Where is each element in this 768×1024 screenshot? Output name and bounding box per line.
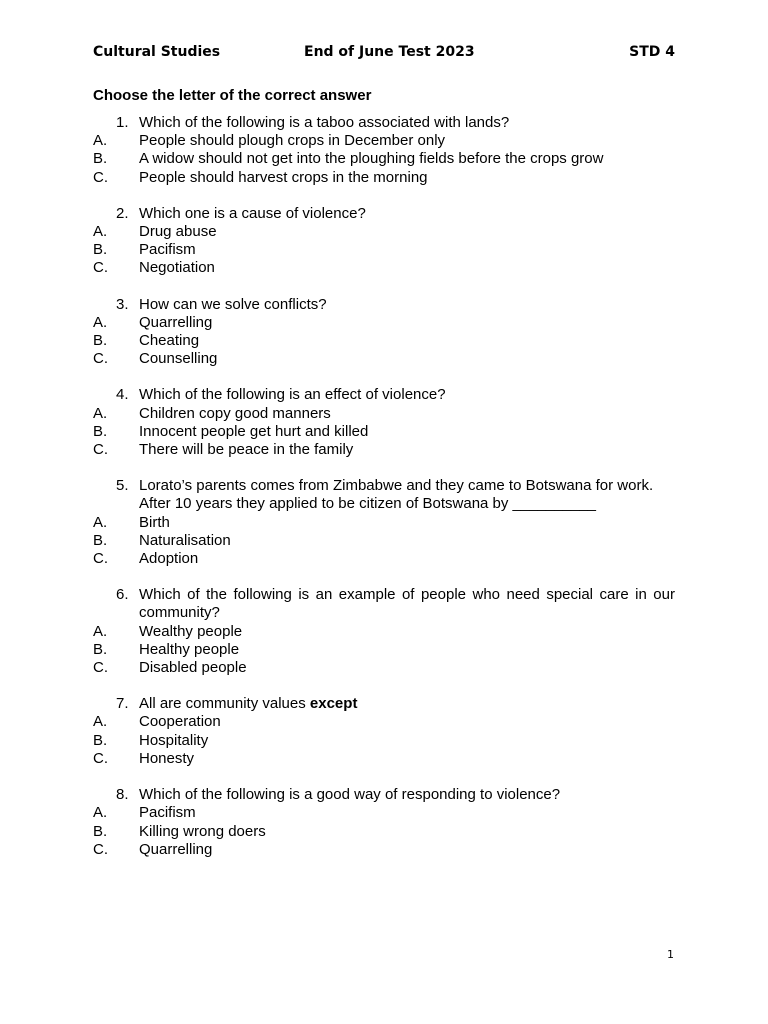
grade-label: STD 4 — [629, 44, 675, 60]
option-text: Counselling — [139, 350, 218, 368]
question-stem — [93, 695, 675, 713]
option-letter: A. — [93, 132, 108, 150]
question-text: Which of the following is a taboo associated with lands? — [139, 114, 510, 131]
answer-option — [93, 332, 675, 350]
question-number: 5. — [116, 477, 129, 495]
answer-option — [93, 659, 675, 677]
option-letter: C. — [93, 749, 108, 767]
question-3 — [93, 296, 675, 369]
page-number: 1 — [667, 948, 674, 961]
option-text: A widow should not get into the ploughing fields before the crops grow — [139, 150, 604, 168]
answer-option — [93, 150, 675, 168]
question-number: 4. — [116, 386, 129, 404]
question-2 — [93, 205, 675, 278]
answer-option — [93, 132, 675, 150]
answer-option — [93, 259, 675, 277]
answer-option — [93, 804, 675, 822]
option-text: Negotiation — [139, 259, 215, 277]
option-letter: B. — [93, 332, 108, 350]
answer-option — [93, 169, 675, 187]
option-text: There will be peace in the family — [139, 441, 354, 459]
option-letter: B. — [93, 531, 108, 549]
question-8 — [93, 786, 675, 859]
option-letter: A. — [93, 804, 108, 822]
page-header — [93, 44, 675, 66]
question-4 — [93, 386, 675, 459]
answer-option — [93, 241, 675, 259]
option-text: Honesty — [139, 749, 195, 767]
option-letter: A. — [93, 622, 108, 640]
answer-option — [93, 641, 675, 659]
question-text-line-2: After 10 years they applied to be citizen of Botswana by __________ — [139, 495, 596, 513]
option-letter: A. — [93, 223, 108, 241]
answer-option — [93, 550, 675, 568]
answer-option — [93, 514, 675, 532]
option-letter: A. — [93, 713, 108, 731]
option-text: Killing wrong doers — [139, 822, 266, 840]
answer-option — [93, 314, 675, 332]
option-text: Disabled people — [139, 659, 247, 677]
question-number: 6. — [116, 586, 129, 604]
instruction-heading: Choose the letter of the correct answer — [93, 87, 372, 104]
emphasis-word: except — [309, 695, 358, 713]
option-text: People should harvest crops in the morning — [139, 168, 428, 186]
option-letter: C. — [93, 659, 108, 677]
question-stem — [93, 786, 675, 804]
question-7 — [93, 695, 675, 768]
question-text: All are community values — [139, 695, 306, 713]
option-letter: C. — [93, 550, 108, 568]
question-text: Which one is a cause of violence? — [139, 204, 366, 222]
question-6 — [93, 586, 675, 677]
answer-option — [93, 750, 675, 768]
option-text: Healthy people — [139, 640, 240, 658]
option-letter: B. — [93, 150, 108, 168]
option-letter: B. — [93, 822, 108, 840]
subject-title: Cultural Studies — [93, 44, 221, 60]
question-stem — [93, 386, 675, 404]
option-text: Cooperation — [139, 713, 221, 731]
option-text: Adoption — [139, 550, 199, 568]
question-text-wrapper — [139, 695, 675, 713]
question-1 — [93, 114, 675, 187]
answer-option — [93, 423, 675, 441]
answer-option — [93, 732, 675, 750]
question-text: How can we solve conflicts? — [139, 295, 327, 313]
question-number: 1. — [116, 114, 129, 131]
question-text: Which of the following is a good way of responding to violence? — [139, 786, 561, 804]
option-text: Birth — [139, 513, 170, 531]
answer-option — [93, 532, 675, 550]
option-text: Wealthy people — [139, 622, 243, 640]
answer-option — [93, 441, 675, 459]
option-text: Pacifism — [139, 804, 196, 822]
question-text: Which of the following is an effect of violence? — [139, 386, 446, 404]
question-number: 7. — [116, 695, 129, 713]
option-letter: B. — [93, 422, 108, 440]
option-letter: C. — [93, 840, 108, 858]
option-text: Cheating — [139, 332, 200, 350]
option-text: People should plough crops in December only — [139, 132, 446, 150]
answer-option — [93, 623, 675, 641]
answer-option — [93, 841, 675, 859]
option-text: Drug abuse — [139, 223, 217, 241]
option-letter: A. — [93, 404, 108, 422]
question-number: 8. — [116, 786, 129, 804]
answer-option — [93, 713, 675, 731]
option-letter: C. — [93, 350, 108, 368]
test-title: End of June Test 2023 — [304, 44, 475, 60]
option-letter: C. — [93, 441, 108, 459]
option-letter: B. — [93, 241, 108, 259]
option-letter: B. — [93, 731, 108, 749]
question-stem — [93, 586, 675, 622]
option-text: Innocent people get hurt and killed — [139, 422, 369, 440]
question-stem — [93, 114, 675, 132]
option-text: Quarrelling — [139, 313, 213, 331]
option-letter: C. — [93, 168, 108, 186]
option-letter: A. — [93, 513, 108, 531]
question-number: 3. — [116, 295, 129, 313]
option-letter: C. — [93, 259, 108, 277]
question-text: Lorato’s parents comes from Zimbabwe and they came to Botswana for work. — [139, 477, 654, 495]
option-text: Hospitality — [139, 731, 209, 749]
question-text: Which of the following is an example of people who need special care in our community? — [139, 586, 675, 622]
answer-option — [93, 223, 675, 241]
question-5 — [93, 477, 675, 568]
option-text: Pacifism — [139, 241, 196, 259]
question-stem — [93, 296, 675, 314]
question-number: 2. — [116, 204, 129, 222]
question-stem — [93, 205, 675, 223]
question-list — [93, 114, 675, 877]
question-stem — [93, 477, 675, 495]
answer-option — [93, 823, 675, 841]
option-letter: B. — [93, 640, 108, 658]
option-text: Naturalisation — [139, 531, 231, 549]
option-text: Children copy good manners — [139, 404, 331, 422]
option-text: Quarrelling — [139, 840, 213, 858]
answer-option — [93, 405, 675, 423]
question-stem-continued — [93, 495, 675, 513]
answer-option — [93, 350, 675, 368]
option-letter: A. — [93, 313, 108, 331]
